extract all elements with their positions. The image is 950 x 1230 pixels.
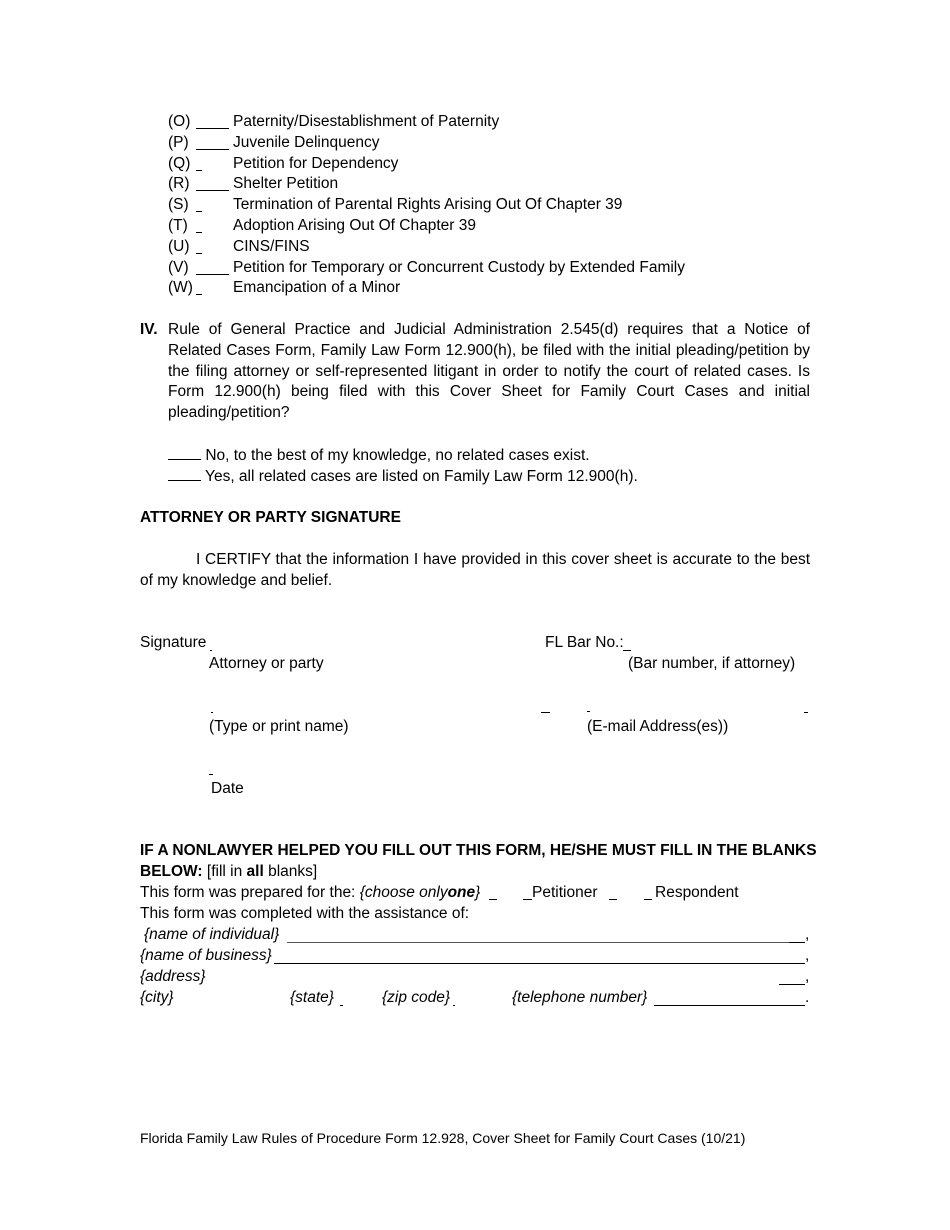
case-type-label: CINS/FINS: [233, 237, 310, 255]
name-of-business-line[interactable]: [274, 963, 805, 964]
city-label: {city}: [140, 989, 174, 1006]
case-type-blank[interactable]: [196, 190, 229, 191]
respondent-blank-b[interactable]: [644, 899, 652, 900]
signature-label: Signature: [140, 634, 207, 651]
related-cases-yes-blank[interactable]: [168, 466, 201, 481]
related-cases-yes-label: Yes, all related cases are listed on Family Law Form 12.900(h).: [205, 468, 638, 485]
respondent-blank-a[interactable]: [609, 899, 617, 900]
case-type-label: Emancipation of a Minor: [233, 279, 401, 297]
telephone-line[interactable]: [654, 1005, 805, 1006]
below-label: BELOW:: [140, 863, 203, 880]
footer-text: Florida Family Law Rules of Procedure Form 12.928, Cover Sheet for Family Court Cases (10/21): [140, 1130, 746, 1146]
case-type-letter: (U): [168, 237, 190, 255]
address-line[interactable]: [779, 984, 805, 985]
date-line[interactable]: [209, 774, 213, 775]
state-line[interactable]: [340, 1005, 343, 1006]
petitioner-blank-b[interactable]: [523, 899, 532, 900]
related-cases-no-option[interactable]: [168, 445, 590, 466]
case-type-letter: (Q): [168, 154, 191, 172]
fl-bar-caption: (Bar number, if attorney): [628, 655, 796, 672]
case-type-blank[interactable]: [196, 294, 202, 295]
case-type-blank[interactable]: [196, 211, 202, 212]
comma-mark: ,: [805, 926, 810, 943]
all-text: all: [246, 863, 264, 880]
blanks-text: blanks]: [268, 863, 318, 880]
section-iv-numeral: IV.: [140, 321, 158, 338]
prepared-for-line: [140, 883, 480, 903]
email-line-start[interactable]: [541, 712, 550, 713]
name-of-individual-line[interactable]: [287, 942, 789, 943]
print-name-line[interactable]: [211, 712, 213, 713]
fill-in-text: [fill in: [206, 863, 243, 880]
case-type-label: Petition for Dependency: [233, 154, 399, 172]
case-type-label: Petition for Temporary or Concurrent Custody by Extended Family: [233, 258, 685, 276]
case-type-letter: (V): [168, 258, 189, 276]
comma-mark: ,: [805, 968, 810, 985]
case-type-blank[interactable]: [196, 149, 229, 150]
fl-bar-label: FL Bar No.:: [545, 634, 624, 651]
case-type-label: Paternity/Disestablishment of Paternity: [233, 113, 500, 130]
petitioner-label: Petitioner: [532, 884, 598, 901]
zip-label: {zip code}: [382, 989, 451, 1006]
choose-only-text: {choose only: [359, 884, 448, 901]
state-label: {state}: [290, 989, 334, 1006]
case-type-blank[interactable]: [196, 253, 202, 254]
case-type-blank[interactable]: [196, 274, 229, 275]
related-cases-no-label: No, to the best of my knowledge, no related cases exist.: [205, 447, 590, 464]
case-type-label: Adoption Arising Out Of Chapter 39: [233, 217, 476, 234]
name-of-individual-label: {name of individual}: [144, 926, 280, 943]
case-type-letter: (P): [168, 133, 189, 151]
comma-mark: ,: [805, 947, 810, 964]
print-name-caption: (Type or print name): [209, 718, 349, 735]
case-type-label: Termination of Parental Rights Arising Out Of Chapter 39: [233, 196, 623, 214]
close-brace-text: }: [475, 884, 481, 901]
date-caption: Date: [211, 780, 244, 797]
one-text: one: [447, 884, 476, 901]
name-of-business-label: {name of business}: [140, 947, 272, 964]
period-mark: .: [805, 989, 810, 1006]
fl-bar-line[interactable]: [623, 650, 631, 651]
case-type-blank[interactable]: [196, 170, 202, 171]
nonlawyer-instructions: [140, 862, 317, 882]
case-type-blank[interactable]: [196, 128, 229, 129]
prepared-for-text: This form was prepared for the:: [140, 884, 356, 901]
address-label: {address}: [140, 968, 206, 985]
case-type-letter: (W): [168, 279, 193, 297]
case-type-letter: (S): [168, 196, 189, 214]
case-type-label: Juvenile Delinquency: [233, 133, 380, 151]
email-caption: (E-mail Address(es)): [587, 718, 729, 735]
related-cases-yes-option[interactable]: [168, 466, 638, 487]
respondent-label: Respondent: [655, 884, 739, 901]
signature-line[interactable]: [210, 650, 212, 651]
section-iv-text: Rule of General Practice and Judicial Administration 2.545(d) requires that a Notice of Related Cases Form, Family Law Form 12.900(h), be filed with the initial pleading/petition by the filing attorney or self-represented litigant in order to notify the court of related cases. Is Form 12.900(h) being filed with this Cover Sheet for Family Court Cases and initial pleading/petition?: [168, 321, 810, 422]
signature-heading: ATTORNEY OR PARTY SIGNATURE: [140, 509, 401, 526]
case-type-letter: (O): [168, 113, 191, 130]
telephone-label: {telephone number}: [512, 989, 648, 1006]
related-cases-no-blank[interactable]: [168, 445, 201, 460]
case-type-letter: (T): [168, 217, 188, 234]
nonlawyer-heading: IF A NONLAWYER HELPED YOU FILL OUT THIS FORM, HE/SHE MUST FILL IN THE BLANKS: [140, 842, 817, 859]
case-type-label: Shelter Petition: [233, 175, 339, 193]
email-line-mid[interactable]: [587, 711, 590, 712]
email-line-end[interactable]: [804, 712, 808, 713]
case-type-letter: (R): [168, 175, 190, 193]
completed-with-text: This form was completed with the assistance of:: [140, 905, 470, 922]
petitioner-blank-a[interactable]: [489, 899, 497, 900]
signature-caption: Attorney or party: [209, 655, 324, 672]
case-type-blank[interactable]: [196, 232, 202, 233]
zip-line[interactable]: [453, 1005, 455, 1006]
name-of-individual-line-end[interactable]: [789, 942, 805, 943]
certify-statement: I CERTIFY that the information I have provided in this cover sheet is accurate to the best of my knowledge and belief.: [140, 551, 810, 589]
